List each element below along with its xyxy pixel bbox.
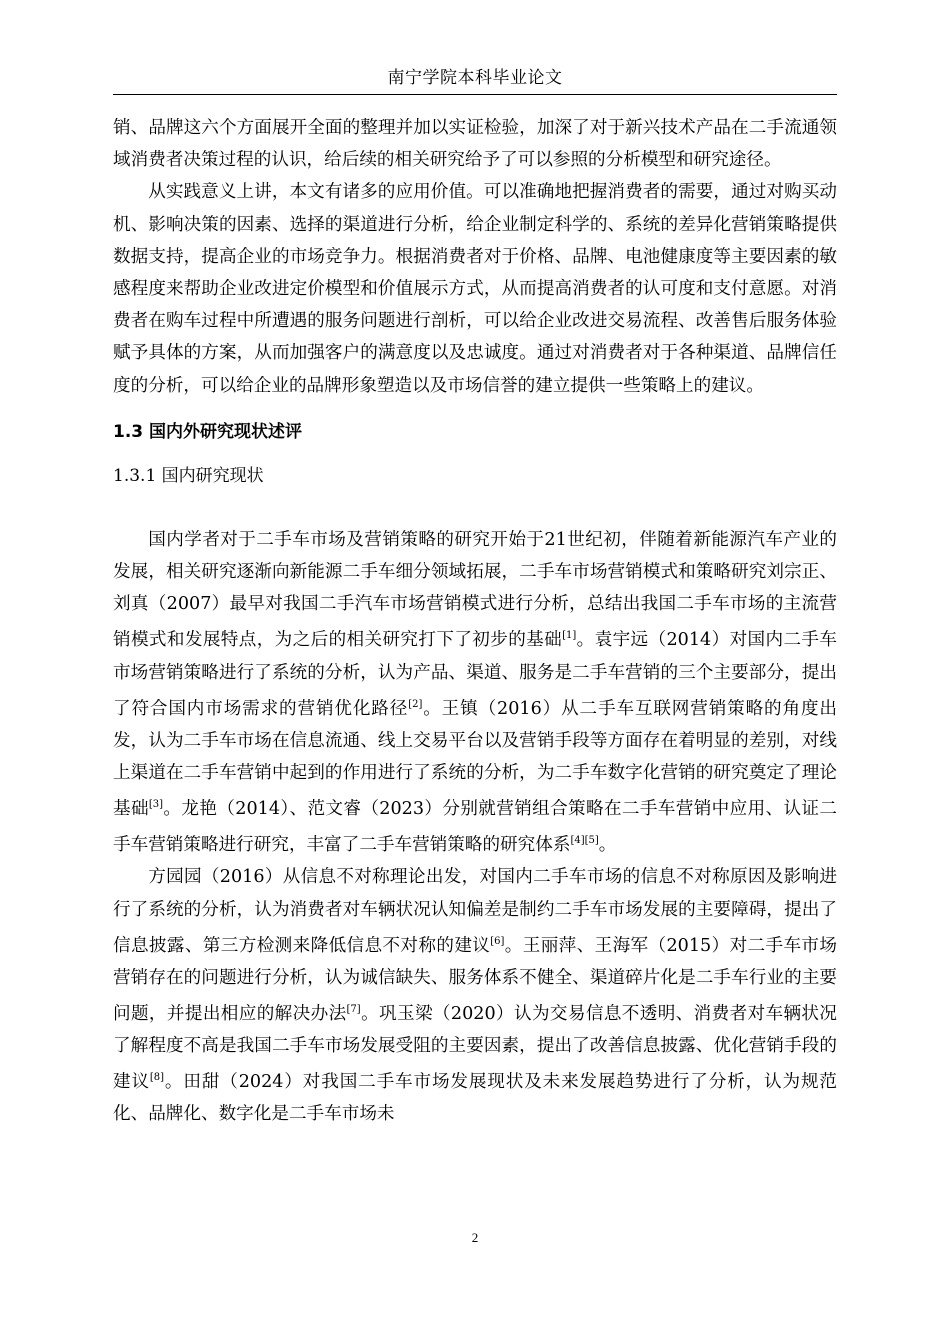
paragraph-text: 。王丽萍、王海军（2015）对二手车市场营销存在的问题进行分析，认为诚信缺失、服务体系不健全、渠道碎片化是二手车行业的主要问题，并提出相应的解决办法: [113, 935, 837, 1024]
paragraph-text: 国内学者对于二手车市场及营销策略的研究开始于21世纪初，伴随着新能源汽车产业的发展，相关研究逐渐向新能源二手车细分领域拓展，二手车市场营销模式和策略研究刘宗正、刘真（2007）最早对我国二手汽车市场营销模式进行分析，总结出我国二手车市场的主流营销模式和发展特点，为之后的相关研究打下了初步的基础: [113, 529, 837, 651]
citation-marker: [2]: [408, 698, 423, 710]
page-number: 2: [471, 1230, 479, 1245]
paragraph-text: 。巩玉梁（2020）认为交易信息不透明、消费者对车辆状况了解程度不高是我国二手车市场发展受阻的主要因素，提出了改善信息披露、优化营销手段的建议: [113, 1003, 837, 1093]
paragraph-text: 。田甜（2024）对我国二手车市场发展现状及未来发展趋势进行了分析，认为规范化、品牌化、数字化是二手车市场未: [113, 1072, 837, 1125]
subsection-heading: 1.3.1 国内研究现状: [113, 465, 264, 486]
section-heading: 1.3 国内外研究现状述评: [113, 421, 303, 442]
citation-marker: [1]: [562, 630, 577, 642]
citation-marker: [3]: [148, 799, 164, 811]
paragraph-practical-significance: 从实践意义上讲，本文有诸多的应用价值。可以准确地把握消费者的需要，通过对购买动机、影响决策的因素、选择的渠道进行分析，给企业制定科学的、系统的差异化营销策略提供数据支持，提高企业的市场竞争力。根据消费者对于价格、品牌、电池健康度等主要因素的敏感程度来帮助企业改进定价模型和价值展示方式，从而提高消费者的认可度和支付意愿。对消费者在购车过程中所遭遇的服务问题进行剖析，可以给企业改进交易流程、改善售后服务体验赋予具体的方案，从而加强客户的满意度以及忠诚度。通过对消费者对于各种渠道、品牌信任度的分析，可以给企业的品牌形象塑造以及市场信誉的建立提供一些策略上的建议。: [113, 182, 837, 396]
citation-marker: [6]: [490, 935, 505, 947]
paragraph-continued: 销、品牌这六个方面展开全面的整理并加以实证检验，加深了对于新兴技术产品在二手流通领域消费者决策过程的认识，给后续的相关研究给予了可以参照的分析模型和研究途径。: [113, 118, 837, 171]
paragraph-text: 。龙艳（2014）、范文睿（2023）分别就营销组合策略在二手车营销中应用、认证二手车营销策略进行研究，丰富了二手车营销策略的研究体系: [113, 799, 837, 856]
body-text: [113, 112, 837, 1131]
paragraph-text: 。王镇（2016）从二手车互联网营销策略的角度出发，认为二手车市场在信息流通、线上交易平台以及营销手段等方面存在着明显的差别，对线上渠道在二手车营销中起到的作用进行了系统的分析，为二手车数字化营销的研究奠定了理论基础: [113, 698, 837, 820]
paragraph-domestic-research-1: [113, 524, 837, 861]
paragraph-text: 。: [598, 835, 617, 856]
paragraph-text: 方园园（2016）从信息不对称理论出发，对国内二手车市场的信息不对称原因及影响进行了系统的分析，认为消费者对车辆状况认知偏差是制约二手车市场发展的主要障碍，提出了信息披露、第三方检测来降低信息不对称的建议: [113, 867, 837, 956]
citation-marker: [7]: [346, 1003, 361, 1015]
citation-marker: [8]: [149, 1072, 165, 1084]
paragraph-domestic-research-2: [113, 861, 837, 1130]
thesis-header-title: 南宁学院本科毕业论文: [387, 68, 563, 88]
page-header: [113, 62, 837, 95]
citation-marker: [4][5]: [570, 835, 599, 847]
paragraph-text: 。袁宇远（2014）对国内二手车市场营销策略进行了系统的分析，认为产品、渠道、服务是二手车营销的三个主要部分，提出了符合国内市场需求的营销优化路径: [113, 630, 837, 719]
